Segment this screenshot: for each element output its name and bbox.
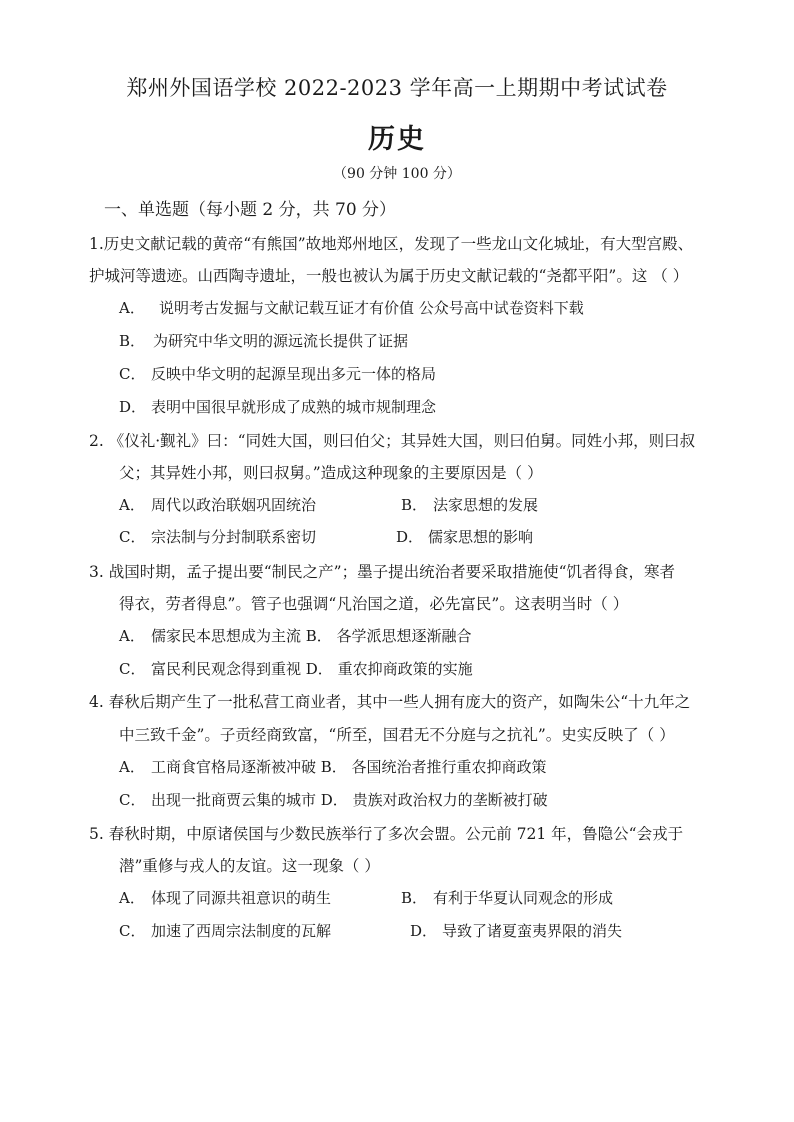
option-label: A．	[119, 496, 145, 514]
option-text: 为研究中华文明的源远流长提供了证据	[153, 332, 409, 350]
option-text: 周代以政治联姻巩固统治	[151, 496, 317, 514]
option-label: D．	[119, 398, 147, 416]
option-text: 有利于华夏认同观念的形成	[433, 889, 614, 907]
option-label: A．	[119, 627, 145, 645]
option-text: 加速了西周宗法制度的瓦解	[151, 922, 332, 940]
question-2-stem-line-1: 2. 《仪礼·觐礼》曰：“同姓大国，则曰伯父；其异姓大国，则曰伯舅。同姓小邦，则曰叔	[89, 432, 696, 450]
question-5-option-b[interactable]	[401, 887, 613, 908]
option-label: B．	[401, 496, 428, 514]
question-4-option-cd[interactable]	[119, 789, 548, 810]
question-3-stem-line-1: 3. 战国时期，孟子提出要“制民之产”；墨子提出统治者要采取措施使“饥者得食，寒者	[89, 563, 675, 581]
question-2-option-b[interactable]	[401, 494, 538, 515]
question-3-stem-line-2: 得衣，劳者得息”。管子也强调“凡治国之道，必先富民”。这表明当时（ ）	[119, 595, 629, 613]
option-text: 导致了诸夏蛮夷界限的消失	[442, 922, 623, 940]
option-text: 工商食官格局逐渐被冲破 B． 各国统治者推行重农抑商政策	[151, 758, 547, 776]
question-1-option-b[interactable]	[119, 330, 408, 351]
option-text: 出现一批商贾云集的城市 D． 贵族对政治权力的垄断被打破	[151, 791, 548, 809]
option-label: C．	[119, 660, 146, 678]
option-text: 法家思想的发展	[433, 496, 539, 514]
question-5-stem-line-2: 潜”重修与戎人的友谊。这一现象（ ）	[119, 857, 380, 875]
option-label: B．	[401, 889, 428, 907]
question-2-option-d[interactable]	[396, 526, 533, 547]
exam-title: 郑州外国语学校 2022-2023 学年高一上期期中考试试卷	[126, 76, 668, 100]
option-text: 体现了同源共祖意识的萌生	[151, 889, 332, 907]
section-heading: 一、单选题（每小题 2 分，共 70 分）	[104, 200, 397, 220]
question-3-option-ab[interactable]	[119, 625, 472, 646]
question-1-option-c[interactable]	[119, 363, 436, 384]
option-label: A．	[119, 889, 145, 907]
option-label: C．	[119, 791, 146, 809]
option-text: 宗法制与分封制联系密切	[151, 528, 317, 546]
question-1-stem-line-1: 1.历史文献记载的黄帝“有熊国”故地郑州地区，发现了一些龙山文化城址，有大型宫殿、	[89, 235, 694, 253]
time-score-note: （90 分钟 100 分）	[333, 166, 461, 182]
option-label: C．	[119, 922, 146, 940]
question-5-option-a[interactable]	[119, 887, 331, 908]
question-5-option-d[interactable]	[410, 920, 622, 941]
subject-heading: 历史	[368, 124, 426, 155]
option-text: 儒家思想的影响	[428, 528, 534, 546]
option-label: A．	[119, 758, 145, 776]
question-3-option-cd[interactable]	[119, 658, 473, 679]
option-text: 儒家民本思想成为主流 B． 各学派思想逐渐融合	[151, 627, 472, 645]
option-label: B．	[119, 332, 146, 350]
option-label: D．	[396, 528, 424, 546]
question-1-stem-line-2: 护城河等遗迹。山西陶寺遗址，一般也被认为属于历史文献记载的“尧都平阳”。这 （ ）	[89, 267, 689, 285]
question-5-option-c[interactable]	[119, 920, 331, 941]
option-label: C．	[119, 365, 146, 383]
question-4-option-ab[interactable]	[119, 756, 547, 777]
question-2-stem-line-2: 父；其异姓小邦，则曰叔舅。”造成这种现象的主要原因是（ ）	[119, 464, 543, 482]
question-2-option-a[interactable]	[119, 494, 316, 515]
question-2-option-c[interactable]	[119, 526, 316, 547]
question-1-option-a[interactable]	[119, 297, 584, 318]
option-text: 反映中华文明的起源呈现出多元一体的格局	[151, 365, 437, 383]
option-text: 富民利民观念得到重视 D． 重农抑商政策的实施	[151, 660, 473, 678]
option-label: C．	[119, 528, 146, 546]
option-text: 说明考古发掘与文献记载互证才有价值 公众号高中试卷资料下载	[159, 299, 584, 317]
question-4-stem-line-2: 中三致千金”。子贡经商致富，“所至，国君无不分庭与之抗礼”。史实反映了（ ）	[119, 726, 675, 744]
question-4-stem-line-1: 4. 春秋后期产生了一批私营工商业者，其中一些人拥有庞大的资产，如陶朱公“十九年之	[89, 693, 691, 711]
option-label: D．	[410, 922, 438, 940]
question-1-option-d[interactable]	[119, 396, 436, 417]
option-text: 表明中国很早就形成了成熟的城市规制理念	[151, 398, 437, 416]
option-label: A．	[119, 299, 145, 317]
question-5-stem-line-1: 5. 春秋时期，中原诸侯国与少数民族举行了多次会盟。公元前 721 年，鲁隐公“会戎于	[89, 825, 684, 843]
